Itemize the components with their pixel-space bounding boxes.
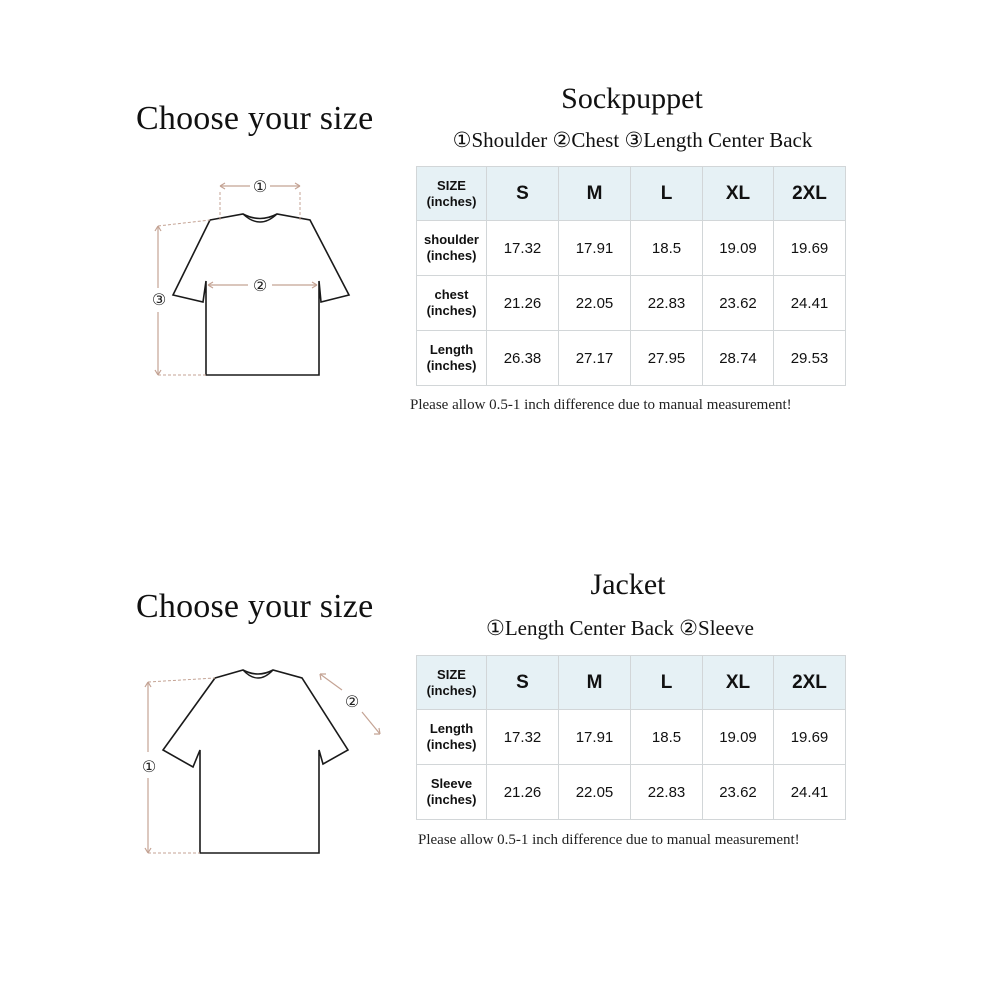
size-header-cell: SIZE (inches) bbox=[417, 167, 487, 221]
size-table bbox=[416, 655, 846, 820]
table-cell: 23.62 bbox=[703, 765, 774, 820]
measurement-legend: ①Length Center Back ②Sleeve bbox=[486, 616, 754, 640]
table-header-row bbox=[417, 656, 846, 710]
size-col-header: 2XL bbox=[774, 167, 846, 221]
row-label: chest (inches) bbox=[417, 276, 487, 331]
table-cell: 24.41 bbox=[774, 276, 846, 331]
choose-size-heading: Choose your size bbox=[136, 100, 374, 137]
table-row bbox=[417, 276, 846, 331]
size-header-cell: SIZE (inches) bbox=[417, 656, 487, 710]
table-cell: 17.91 bbox=[559, 221, 631, 276]
size-col-header: XL bbox=[703, 167, 774, 221]
jacket-outline bbox=[163, 670, 348, 853]
row-label: Length (inches) bbox=[417, 331, 487, 386]
table-row bbox=[417, 765, 846, 820]
table-cell: 18.5 bbox=[631, 221, 703, 276]
table-cell: 21.26 bbox=[487, 765, 559, 820]
measurement-legend: ①Shoulder ②Chest ③Length Center Back bbox=[452, 128, 813, 152]
table-cell: 27.95 bbox=[631, 331, 703, 386]
table-cell: 19.69 bbox=[774, 710, 846, 765]
product-title: Sockpuppet bbox=[561, 82, 703, 115]
size-col-header: XL bbox=[703, 656, 774, 710]
table-cell: 27.17 bbox=[559, 331, 631, 386]
size-col-header: M bbox=[559, 167, 631, 221]
size-col-header: S bbox=[487, 656, 559, 710]
table-cell: 22.83 bbox=[631, 276, 703, 331]
table-cell: 23.62 bbox=[703, 276, 774, 331]
table-row bbox=[417, 710, 846, 765]
row-label: shoulder (inches) bbox=[417, 221, 487, 276]
measurement-note: Please allow 0.5-1 inch difference due to manual measurement! bbox=[410, 397, 792, 413]
marker-3: ③ bbox=[151, 290, 167, 309]
choose-size-heading: Choose your size bbox=[136, 588, 374, 625]
table-header-row bbox=[417, 167, 846, 221]
table-cell: 26.38 bbox=[487, 331, 559, 386]
table-cell: 19.69 bbox=[774, 221, 846, 276]
marker-2: ② bbox=[344, 692, 360, 711]
size-col-header: 2XL bbox=[774, 656, 846, 710]
table-cell: 28.74 bbox=[703, 331, 774, 386]
size-col-header: L bbox=[631, 656, 703, 710]
table-cell: 19.09 bbox=[703, 221, 774, 276]
table-cell: 24.41 bbox=[774, 765, 846, 820]
table-cell: 22.05 bbox=[559, 765, 631, 820]
table-cell: 29.53 bbox=[774, 331, 846, 386]
size-table bbox=[416, 166, 846, 386]
table-cell: 22.05 bbox=[559, 276, 631, 331]
jacket-diagram bbox=[130, 660, 390, 865]
table-row bbox=[417, 221, 846, 276]
tshirt-diagram bbox=[140, 170, 380, 395]
size-col-header: L bbox=[631, 167, 703, 221]
table-cell: 22.83 bbox=[631, 765, 703, 820]
table-cell: 18.5 bbox=[631, 710, 703, 765]
table-cell: 17.32 bbox=[487, 710, 559, 765]
table-cell: 17.32 bbox=[487, 221, 559, 276]
size-col-header: M bbox=[559, 656, 631, 710]
size-col-header: S bbox=[487, 167, 559, 221]
product-title: Jacket bbox=[590, 568, 666, 601]
marker-1: ① bbox=[141, 757, 157, 776]
row-label: Sleeve (inches) bbox=[417, 765, 487, 820]
marker-1: ① bbox=[252, 177, 268, 196]
table-cell: 21.26 bbox=[487, 276, 559, 331]
measurement-note: Please allow 0.5-1 inch difference due to manual measurement! bbox=[418, 832, 800, 848]
table-cell: 17.91 bbox=[559, 710, 631, 765]
table-row bbox=[417, 331, 846, 386]
row-label: Length (inches) bbox=[417, 710, 487, 765]
table-cell: 19.09 bbox=[703, 710, 774, 765]
marker-2: ② bbox=[252, 276, 268, 295]
